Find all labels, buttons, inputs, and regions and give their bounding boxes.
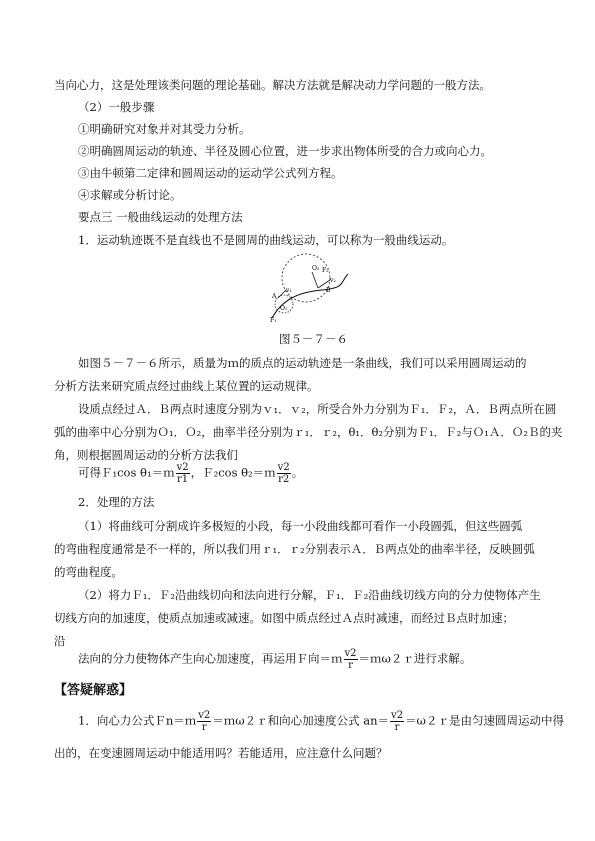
text-line: 的弯曲程度通常是不一样的，所以我们用ｒ₁．ｒ₂分别表示Ａ．Ｂ两点处的曲率半径，反映圆弧 bbox=[54, 542, 535, 556]
label-f2: F₂ bbox=[322, 267, 329, 274]
section-heading: 2．处理的方法 bbox=[78, 495, 155, 509]
text-line: （1）将曲线可分割成许多极短的小段，每一小段曲线都可看作一小段圆弧，但这些圆弧 bbox=[78, 519, 523, 533]
step-item: ④求解或分析讨论。 bbox=[78, 188, 182, 202]
formula-line: 1．向心力公式Ｆn＝ｍ $\frac{v2}{r}$ ＝ｍω２ｒ和向心加速度公式 an＝ $\frac{v2}{r}$ ＝ω２ｒ是由匀速圆周运动中得 bbox=[78, 710, 564, 733]
label-a: A bbox=[272, 293, 277, 300]
curve-motion-figure bbox=[268, 252, 350, 324]
label-b: B bbox=[326, 287, 331, 294]
qa-heading: 【答疑解惑】 bbox=[54, 683, 133, 698]
text-line: 出的，在变速圆周运动中能适用吗？若能适用，应注意什么问题？ bbox=[54, 746, 388, 760]
label-v1: v₁ bbox=[286, 287, 292, 294]
text-line: 切线方向的加速度，使质点加速或减速。如图中质点经过Ａ点时减速，而经过Ｂ点时加速； bbox=[54, 611, 514, 625]
text-line: 分析方法来研究质点经过曲线上某位置的运动规律。 bbox=[54, 379, 319, 393]
formula-line: 法向的分力使物体产生向心加速度，再运用Ｆ向＝ｍ $\frac{v2}{r}$ ＝ｍω２ｒ进行求解。 bbox=[78, 648, 472, 671]
step-item: ③由牛顿第二定律和圆周运动的运动学公式列方程。 bbox=[78, 166, 343, 180]
text-line: （2）将力Ｆ₁．Ｆ₂沿曲线切向和法向进行分解，Ｆ₁．Ｆ₂沿曲线切线方向的分力使物体产生 bbox=[78, 588, 541, 602]
step-item: ②明确圆周运动的轨迹、半径及圆心位置，进一步求出物体所受的合力或向心力。 bbox=[78, 144, 492, 158]
section-heading: 要点三 一般曲线运动的处理方法 bbox=[78, 210, 243, 224]
text-line: 当向心力，这是处理该类问题的理论基础。解决方法就是解决动力学问题的一般方法。 bbox=[54, 78, 491, 92]
text-line: 的弯曲程度。 bbox=[54, 565, 123, 579]
formula-line: 可得Ｆ₁cos θ₁＝ｍ $\frac{v2}{r1}$ ，Ｆ₂cos θ₂＝ｍ $\frac{v2}{r2}$ 。 bbox=[78, 462, 304, 485]
step-heading: （2）一般步骤 bbox=[78, 100, 155, 114]
figure-caption: 图５－７－６ bbox=[279, 332, 348, 346]
label-v2: v₂ bbox=[330, 277, 336, 284]
label-o2: O₂ bbox=[312, 265, 320, 272]
text-line: 沿 bbox=[54, 634, 66, 648]
text-line: 如图５－７－６所示，质量为ｍ的质点的运动轨迹是一条曲线，我们可以采用圆周运动的 bbox=[78, 356, 527, 370]
label-o1: O₁ bbox=[280, 305, 288, 312]
curvature-circle-b bbox=[282, 254, 330, 302]
text-line: 1．运动轨迹既不是直线也不是圆周的曲线运动，可以称为一般曲线运动。 bbox=[78, 233, 454, 247]
step-item: ①明确研究对象并对其受力分析。 bbox=[78, 122, 251, 136]
text-line: 角，则根据圆周运动的分析方法我们 bbox=[54, 448, 238, 462]
label-f1: F₁ bbox=[270, 317, 277, 324]
text-line: 弧的曲率中心分别为Ｏ₁．Ｏ₂，曲率半径分别为ｒ₁．ｒ₂，θ₁．θ₂分别为Ｆ₁．Ｆ₂与Ｏ₁Ａ．Ｏ₂Ｂ的夹 bbox=[54, 425, 563, 439]
text-line: 设质点经过Ａ．Ｂ两点时速度分别为ｖ₁．ｖ₂，所受合外力分别为Ｆ₁．Ｆ₂，Ａ．Ｂ两点所在圆 bbox=[78, 402, 557, 416]
